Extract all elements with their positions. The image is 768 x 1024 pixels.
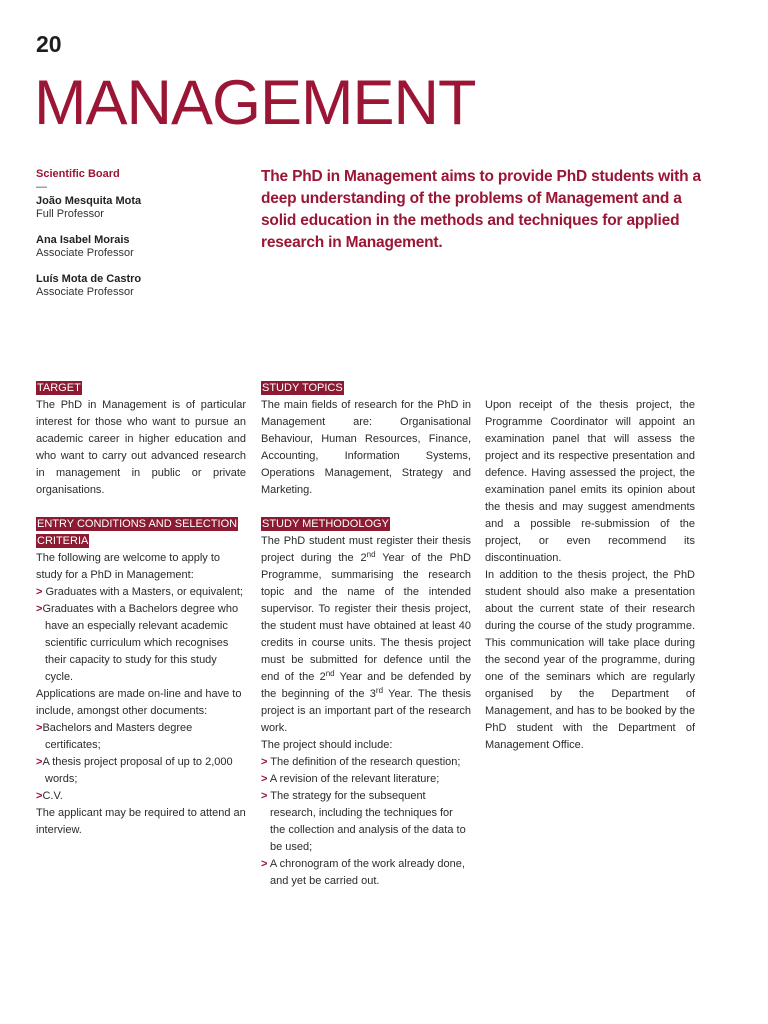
- list-item-text: A thesis project proposal of up to 2,000 words;: [42, 756, 233, 785]
- board-member: [36, 234, 236, 260]
- list-item-text: A revision of the relevant literature;: [269, 773, 440, 785]
- list-item-text: Graduates with a Masters, or equivalent;: [45, 586, 243, 598]
- page-number: 20: [36, 31, 62, 57]
- list-item-text: C.V.: [42, 790, 63, 802]
- board-divider: —: [36, 181, 47, 193]
- methodology-part: The PhD student must register their thesis project during the 2: [261, 535, 471, 564]
- methodology-part: Year. The thesis project is an important part of the research work.: [261, 688, 472, 734]
- list-item: [36, 584, 246, 601]
- list-item: [36, 720, 246, 754]
- bullet-marker: >: [36, 790, 43, 802]
- board-member: [36, 273, 236, 299]
- member-role: Associate Professor: [36, 247, 134, 259]
- list-item-text: Graduates with a Bachelors degree who have an especially relevant academic scientific curriculum which recognises their capacity to study for this study cycle.: [42, 603, 239, 683]
- section-header-target: TARGET: [37, 382, 81, 394]
- list-item: [261, 788, 471, 856]
- bullet-marker: >: [36, 722, 43, 734]
- member-role: Associate Professor: [36, 286, 134, 298]
- entry-intro: The following are welcome to apply to study for a PhD in Management:: [36, 552, 221, 581]
- bullet-marker: >: [261, 858, 268, 870]
- bullet-marker: >: [36, 586, 43, 598]
- topics-text: The main fields of research for the PhD in Management are: Organisational Behaviour, Human Resources, Finance, Accounting, Information Systems, Operations Management, Strategy and Marketing.: [261, 399, 471, 496]
- list-item-text: The strategy for the subsequent research, including the techniques for the collection and analysis of the data to be used;: [270, 790, 466, 853]
- methodology-part: Year and be defended by the beginning of the 3: [261, 671, 471, 700]
- member-name: Ana Isabel Morais: [36, 234, 130, 246]
- board-member: [36, 195, 236, 221]
- closing-text: The applicant may be required to attend an interview.: [36, 807, 246, 836]
- list-item: [36, 601, 246, 686]
- bullet-marker: >: [36, 756, 43, 768]
- bullet-marker: >: [261, 773, 268, 785]
- methodology-text: [261, 533, 471, 737]
- section-header-study-topics: STUDY TOPICS: [262, 382, 343, 394]
- list-item: [36, 754, 246, 788]
- list-item: [36, 788, 246, 805]
- board-title: Scientific Board: [36, 168, 120, 180]
- list-item-text: Bachelors and Masters degree certificates;: [42, 722, 193, 751]
- section-header-entry-conditions: ENTRY CONDITIONS AND SELECTION CRITERIA: [37, 518, 238, 547]
- presentation-text: In addition to the thesis project, the PhD student should also make a presentation about the current state of their research during the course of the study programme. This communication will take place during the second year of the programme, during one of the seminars which are regularly organised by the Department of Management, and has to be booked by the PhD student with the Department of Management Office.: [485, 569, 695, 751]
- ordinal-suffix: nd: [325, 669, 335, 678]
- list-item: [261, 856, 471, 890]
- list-item: [261, 771, 471, 788]
- project-intro: The project should include:: [261, 739, 393, 751]
- column-target-entry: [36, 380, 246, 839]
- target-text: The PhD in Management is of particular interest for those who want to pursue an academic career in higher education and who want to carry out advanced research in management in public or private organisations.: [36, 399, 246, 496]
- list-item-text: The definition of the research question;: [270, 756, 461, 768]
- methodology-part: Year of the PhD Programme, summarising the research topic and the name of the intended supervisor. To register their thesis project, the student must have obtained at least 40 credits in course units. The thesis project must be submitted for defence until the end of the 2: [261, 552, 471, 683]
- member-name: João Mesquita Mota: [36, 195, 142, 207]
- scientific-board: [36, 168, 236, 312]
- list-item: [261, 754, 471, 771]
- bullet-marker: >: [261, 790, 268, 802]
- column-topics-methodology: [261, 380, 471, 890]
- page-title: MANAGEMENT: [34, 68, 476, 138]
- member-role: Full Professor: [36, 208, 104, 220]
- column-assessment: [485, 380, 695, 754]
- list-item-text: A chronogram of the work already done, and yet be carried out.: [269, 858, 465, 887]
- ordinal-suffix: rd: [375, 686, 384, 695]
- section-header-study-methodology: STUDY METHODOLOGY: [262, 518, 389, 530]
- ordinal-suffix: nd: [366, 550, 376, 559]
- member-name: Luís Mota de Castro: [36, 273, 142, 285]
- assessment-text: Upon receipt of the thesis project, the Programme Coordinator will appoint an examination panel that will assess the project and its respective presentation and defence. Having assessed the project, the examination panel emits its opinion about the thesis and may suggest amendments and a possible re-submission of the project, or even recommend its discontinuation.: [485, 399, 695, 564]
- bullet-marker: >: [261, 756, 268, 768]
- applications-text: Applications are made on-line and have to include, amongst other documents:: [36, 688, 242, 717]
- bullet-marker: >: [36, 603, 43, 615]
- intro-statement: The PhD in Management aims to provide PhD students with a deep understanding of the problems of Management and a solid education in the methods and techniques for applied research in Management.: [261, 168, 701, 251]
